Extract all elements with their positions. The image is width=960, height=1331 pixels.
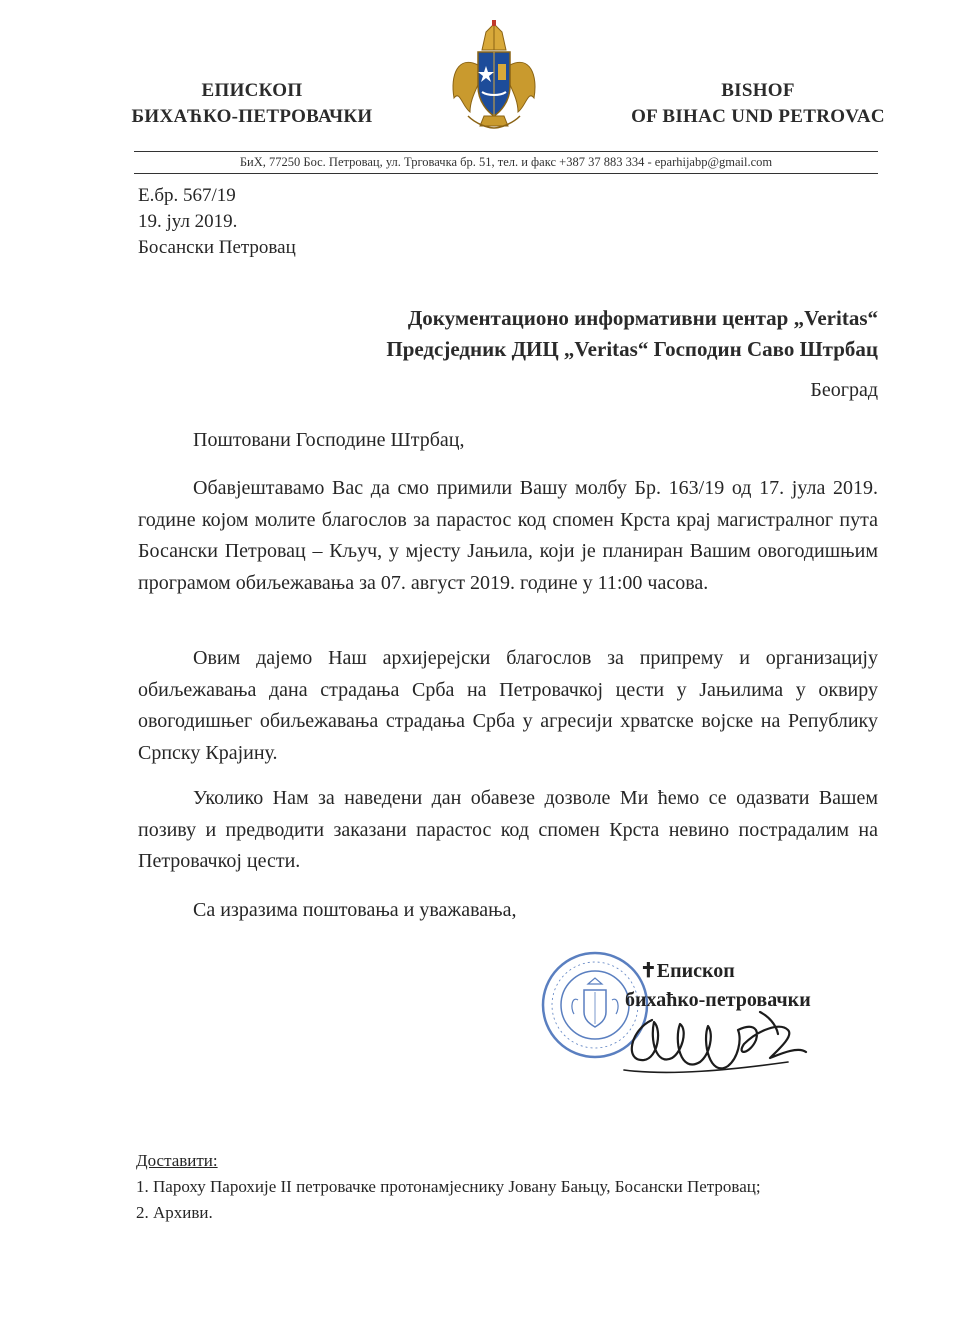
coat-of-arms-icon	[448, 20, 540, 132]
recipient-city: Београд	[810, 379, 878, 401]
letter-paragraph	[138, 473, 878, 599]
header-rule-top	[134, 151, 878, 152]
letter-paragraph	[138, 643, 878, 769]
recipient-organization: Документационо информативни центар „Veritas“	[407, 306, 878, 330]
paragraph-text-3: Уколико Нам за наведени дан обавезе дозволе Ми ћемо се одазвати Вашем позиву и предводити заказани парастос код спомен Крста невино пострадалим на Петровачкој цести.	[138, 787, 878, 872]
greeting: Поштовани Господине Штрбац,	[193, 429, 465, 451]
paragraph-text-2: Овим дајемо Наш архијерејски благослов за припрему и организацију обиљежавања дана страдања Срба на Петровачкој цести у Јањилима у оквиру овогодишњег обиљежавања страдања Срба у агресији хрватске војске на Републику Српску Крајину.	[138, 647, 878, 764]
delivery-item-2: 2. Архиви.	[136, 1203, 213, 1222]
reference-block	[138, 183, 296, 261]
closing-line: Са изразима поштовања и уважавања,	[193, 899, 517, 921]
letterhead-right-line2: OF BIHAC UND PETROVAC	[631, 106, 885, 127]
letter-paragraph	[138, 783, 878, 878]
delivery-heading: Доставити:	[136, 1151, 218, 1170]
delivery-list	[136, 1148, 761, 1226]
letterhead-left-line2: БИХАЋКО-ПЕТРОВАЧКИ	[131, 106, 373, 127]
signature-title-text1: Епископ	[656, 960, 735, 982]
signature-title-line1	[640, 957, 811, 986]
reference-place: Босански Петровац	[138, 237, 296, 258]
letterhead-left-line1: ЕПИСКОП	[201, 80, 303, 101]
reference-date: 19. јул 2019.	[138, 211, 238, 232]
signature-title-line2: бихаћко-петровачки	[625, 989, 811, 1011]
letterhead-right-line1: BISHOF	[721, 80, 795, 101]
handwritten-signature-icon	[610, 1000, 815, 1085]
letterhead-left	[122, 78, 382, 130]
header-rule-bottom	[134, 173, 878, 174]
contact-line: БиХ, 77250 Бос. Петровац, ул. Трговачка бр. 51, тел. и факс +387 37 883 334 - eparhijabp@gmail.com	[239, 155, 773, 169]
paragraph-text-1: Обавјештавамо Вас да смо примили Вашу молбу Бр. 163/19 од 17. јула 2019. године којом молите благослов за парастос код спомен Крста крај магистралног пута Босански Петровац – Кључ, у мјесту Јањила, који је планиран Вашим овогодишњим програмом обиљежавања за 07. август 2019. године у 11:00 часова.	[138, 477, 878, 594]
recipient-person: Предсједник ДИЦ „Veritas“ Господин Саво Штрбац	[386, 337, 878, 361]
reference-number: Е.бр. 567/19	[138, 185, 236, 206]
letterhead-right	[618, 78, 898, 130]
recipient-block	[386, 303, 878, 365]
delivery-item-1: 1. Пароху Парохије II петровачке протонамјеснику Јовану Бањцу, Босански Петровац;	[136, 1177, 761, 1196]
cross-icon: ✝	[640, 960, 657, 982]
